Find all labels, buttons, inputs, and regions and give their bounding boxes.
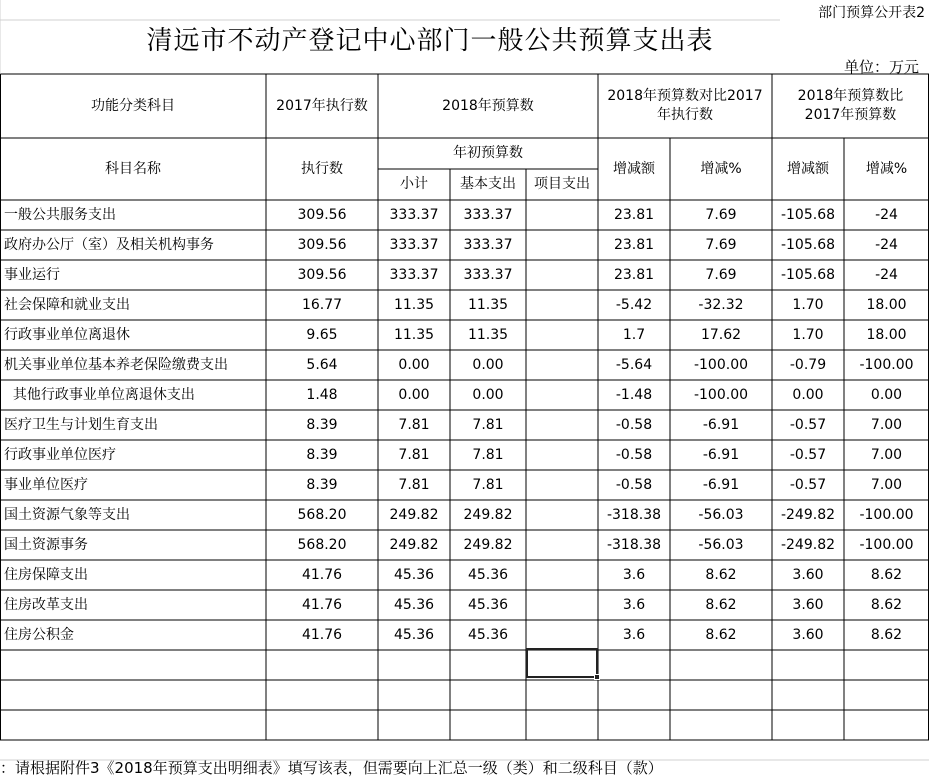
cell-subject-name[interactable]: 住房保障支出 <box>4 566 88 583</box>
cell-subject-name[interactable]: 医疗卫生与计划生育支出 <box>4 416 158 433</box>
cell-change-pct-a[interactable]: 17.62 <box>700 326 742 343</box>
cell-change-amt-a[interactable]: 1.7 <box>622 326 646 343</box>
cell-change-amt-b[interactable]: -0.57 <box>789 416 827 433</box>
cell-subtotal[interactable]: 333.37 <box>389 236 439 253</box>
cell-subject-name[interactable]: 一般公共服务支出 <box>4 206 116 223</box>
header-cmp-exec[interactable] <box>598 74 772 138</box>
cell-project[interactable] <box>526 200 598 230</box>
cell-change-amt-b[interactable]: 3.60 <box>792 596 824 613</box>
header-subject-name[interactable]: 科目名称 <box>105 160 161 177</box>
cell-project[interactable] <box>526 290 598 320</box>
cell-subject-name[interactable]: 行政事业单位离退休 <box>4 326 130 343</box>
cell-subject-name[interactable]: 国土资源事务 <box>4 536 88 553</box>
header-exec-amount[interactable]: 执行数 <box>301 160 343 177</box>
cell-exec[interactable]: 41.76 <box>301 596 343 613</box>
header-exec-2017[interactable]: 2017年执行数 <box>276 97 368 114</box>
cell-change-pct-b[interactable]: 7.00 <box>870 476 903 493</box>
cell-basic[interactable]: 45.36 <box>467 626 509 643</box>
cell-exec[interactable]: 41.76 <box>301 626 343 643</box>
cell-exec[interactable]: 41.76 <box>301 566 343 583</box>
header-change-amt-a[interactable]: 增减额 <box>613 160 655 177</box>
cell-change-pct-b[interactable]: 18.00 <box>866 326 907 343</box>
footnote: ：请根据附件3《2018年预算支出明细表》填写该表，但需要向上汇总一级（类）和二级科目（款） <box>0 759 663 777</box>
cell-subtotal[interactable]: 45.36 <box>393 566 435 583</box>
cell-subtotal[interactable]: 249.82 <box>389 536 439 553</box>
cell-change-pct-a[interactable]: 8.62 <box>705 626 737 643</box>
cell-exec[interactable]: 16.77 <box>301 296 343 313</box>
page-title: 清远市不动产登记中心部门一般公共预算支出表 <box>146 26 714 56</box>
cell-project[interactable] <box>526 620 598 650</box>
cell-subtotal[interactable]: 45.36 <box>393 626 435 643</box>
cell-change-pct-a[interactable]: 7.69 <box>705 206 737 223</box>
cell-exec[interactable]: 8.39 <box>306 476 338 493</box>
cell-change-pct-a[interactable]: 8.62 <box>705 596 737 613</box>
cell-project[interactable] <box>526 260 598 290</box>
cell-basic[interactable]: 0.00 <box>472 356 504 373</box>
cell-subtotal[interactable]: 0.00 <box>398 386 430 403</box>
cell-change-amt-b[interactable]: 1.70 <box>792 296 824 313</box>
cell-change-amt-b[interactable]: -0.79 <box>789 356 827 373</box>
cell-change-pct-a[interactable]: -56.03 <box>698 506 744 523</box>
cell-basic[interactable]: 249.82 <box>463 506 513 523</box>
cell-subtotal[interactable]: 11.35 <box>393 326 435 343</box>
cell-change-pct-b[interactable]: -24 <box>875 206 898 223</box>
cell-change-pct-a[interactable]: 7.69 <box>705 266 737 283</box>
cell-exec[interactable]: 9.65 <box>306 326 338 343</box>
cell-change-amt-a[interactable]: -318.38 <box>606 506 662 523</box>
cell-basic[interactable]: 333.37 <box>463 206 513 223</box>
cell-change-pct-b[interactable]: 18.00 <box>866 296 907 313</box>
cell-basic[interactable]: 7.81 <box>472 446 504 463</box>
cell-change-pct-b[interactable]: -100.00 <box>859 536 914 553</box>
header-cmp-budget-line1: 2018年预算数比 <box>797 88 904 104</box>
cell-change-amt-b[interactable]: -0.57 <box>789 446 827 463</box>
cell-change-pct-b[interactable]: 0.00 <box>870 386 903 403</box>
cell-change-pct-a[interactable]: 8.62 <box>705 566 737 583</box>
cell-subtotal[interactable]: 7.81 <box>398 416 430 433</box>
cell-exec[interactable]: 568.20 <box>297 536 347 553</box>
cell-exec[interactable]: 568.20 <box>297 506 347 523</box>
cell-subject-name[interactable]: 住房改革支出 <box>4 596 88 613</box>
header-subtotal[interactable]: 小计 <box>400 176 428 192</box>
cell-change-amt-b[interactable]: -105.68 <box>780 236 836 253</box>
cell-subject-name[interactable]: 行政事业单位医疗 <box>4 446 116 463</box>
cell-subject-name[interactable]: 社会保障和就业支出 <box>4 296 130 313</box>
cell-change-amt-b[interactable]: -105.68 <box>780 266 836 283</box>
header-change-pct-b[interactable]: 增减% <box>865 160 908 177</box>
cell-basic[interactable]: 45.36 <box>467 566 509 583</box>
cell-change-amt-a[interactable]: -1.48 <box>615 386 653 403</box>
cell-basic[interactable]: 7.81 <box>472 416 504 433</box>
cell-project[interactable] <box>526 350 598 380</box>
cell-project[interactable] <box>526 500 598 530</box>
cell-subtotal[interactable]: 45.36 <box>393 596 435 613</box>
cell-subject-name[interactable]: 事业单位医疗 <box>4 476 88 493</box>
cell-change-pct-b[interactable]: -24 <box>875 266 898 283</box>
header-initial-budget[interactable]: 年初预算数 <box>453 145 523 161</box>
cell-basic[interactable]: 11.35 <box>467 326 509 343</box>
cell-change-pct-a[interactable]: 7.69 <box>705 236 737 253</box>
cell-subtotal[interactable]: 7.81 <box>398 446 430 463</box>
cell-change-amt-a[interactable]: -0.58 <box>615 446 653 463</box>
cell-exec[interactable]: 8.39 <box>306 416 338 433</box>
cell-change-amt-a[interactable]: 3.6 <box>622 596 646 613</box>
header-cmp-exec-line1: 2018年预算数对比2017 <box>607 88 763 104</box>
cell-change-amt-b[interactable]: 3.60 <box>792 626 824 643</box>
cell-change-pct-b[interactable]: -100.00 <box>859 356 914 373</box>
cell-project[interactable] <box>526 560 598 590</box>
cell-change-amt-b[interactable]: 3.60 <box>792 566 824 583</box>
cell-change-pct-a[interactable]: -100.00 <box>693 356 749 373</box>
cell-exec[interactable]: 309.56 <box>297 266 347 283</box>
cell-subtotal[interactable]: 7.81 <box>398 476 430 493</box>
cell-change-amt-a[interactable]: -5.64 <box>615 356 653 373</box>
cell-change-pct-b[interactable]: 8.62 <box>870 596 903 613</box>
cell-change-pct-b[interactable]: 7.00 <box>870 446 903 463</box>
cell-change-amt-a[interactable]: -0.58 <box>615 416 653 433</box>
cell-exec[interactable]: 5.64 <box>306 356 338 373</box>
cell-change-pct-a[interactable]: -100.00 <box>693 386 749 403</box>
cell-change-amt-b[interactable]: -249.82 <box>780 536 836 553</box>
cell-change-pct-a[interactable]: -6.91 <box>702 476 740 493</box>
header-function-category[interactable]: 功能分类科目 <box>91 97 175 114</box>
cell-change-pct-a[interactable]: -32.32 <box>698 296 744 313</box>
form-code: 部门预算公开表2 <box>818 5 925 21</box>
cell-basic[interactable]: 333.37 <box>463 266 513 283</box>
cell-change-amt-b[interactable]: -0.57 <box>789 476 827 493</box>
cell-subtotal[interactable]: 333.37 <box>389 266 439 283</box>
cell-project[interactable] <box>526 440 598 470</box>
cell-subject-name[interactable]: 事业运行 <box>4 266 60 283</box>
cell-basic[interactable]: 11.35 <box>467 296 509 313</box>
cell-basic[interactable]: 7.81 <box>472 476 504 493</box>
cell-basic[interactable]: 333.37 <box>463 236 513 253</box>
cell-exec[interactable]: 309.56 <box>297 236 347 253</box>
cell-change-amt-b[interactable]: -105.68 <box>780 206 836 223</box>
cell-subtotal[interactable]: 11.35 <box>393 296 435 313</box>
header-basic[interactable]: 基本支出 <box>460 176 516 192</box>
header-change-pct-a[interactable]: 增减% <box>700 160 742 177</box>
cell-change-amt-a[interactable]: 23.81 <box>613 206 655 223</box>
cell-change-amt-b[interactable]: 1.70 <box>792 326 824 343</box>
cell-basic[interactable]: 0.00 <box>472 386 504 403</box>
cell-change-pct-a[interactable]: -56.03 <box>698 536 744 553</box>
header-cmp-budget-line2: 2017年预算数 <box>804 107 897 123</box>
cell-change-amt-a[interactable]: -318.38 <box>606 536 662 553</box>
header-budget-2018[interactable]: 2018年预算数 <box>442 97 534 114</box>
cell-change-amt-b[interactable]: 0.00 <box>792 386 824 403</box>
unit-label: 单位：万元 <box>843 58 919 76</box>
cell-subject-name[interactable]: 机关事业单位基本养老保险缴费支出 <box>4 356 228 373</box>
cell-change-pct-b[interactable]: 8.62 <box>870 626 903 643</box>
cell-subject-name[interactable]: 其他行政事业单位离退休支出 <box>4 386 195 403</box>
cell-project[interactable] <box>526 470 598 500</box>
selected-cell[interactable] <box>526 648 598 678</box>
cell-subject-name[interactable]: 住房公积金 <box>4 626 74 643</box>
cell-change-amt-a[interactable]: -5.42 <box>615 296 653 313</box>
cell-change-pct-b[interactable]: 8.62 <box>870 566 903 583</box>
cell-exec[interactable]: 8.39 <box>306 446 338 463</box>
cell-basic[interactable]: 45.36 <box>467 596 509 613</box>
fill-handle[interactable] <box>594 674 600 680</box>
cell-project[interactable] <box>526 530 598 560</box>
header-project[interactable]: 项目支出 <box>534 176 590 192</box>
cell-project[interactable] <box>526 380 598 410</box>
cell-project[interactable] <box>526 590 598 620</box>
header-cmp-exec-line2: 年执行数 <box>657 107 713 123</box>
cell-subtotal[interactable]: 333.37 <box>389 206 439 223</box>
cell-subject-name[interactable]: 政府办公厅（室）及相关机构事务 <box>4 236 214 253</box>
cell-change-pct-a[interactable]: -6.91 <box>702 446 740 463</box>
cell-subtotal[interactable]: 0.00 <box>398 356 430 373</box>
cell-change-amt-a[interactable]: 23.81 <box>613 266 655 283</box>
header-cmp-budget[interactable] <box>772 74 929 138</box>
cell-change-pct-a[interactable]: -6.91 <box>702 416 740 433</box>
cell-change-pct-b[interactable]: -24 <box>875 236 898 253</box>
cell-exec[interactable]: 1.48 <box>306 386 338 403</box>
cell-change-amt-a[interactable]: 23.81 <box>613 236 655 253</box>
cell-change-amt-a[interactable]: 3.6 <box>622 626 646 643</box>
cell-project[interactable] <box>526 410 598 440</box>
cell-change-amt-a[interactable]: -0.58 <box>615 476 653 493</box>
cell-project[interactable] <box>526 230 598 260</box>
cell-basic[interactable]: 249.82 <box>463 536 513 553</box>
cell-change-pct-b[interactable]: -100.00 <box>859 506 914 523</box>
cell-change-amt-b[interactable]: -249.82 <box>780 506 836 523</box>
cell-project[interactable] <box>526 320 598 350</box>
header-change-amt-b[interactable]: 增减额 <box>787 160 829 177</box>
cell-change-amt-a[interactable]: 3.6 <box>622 566 646 583</box>
cell-subtotal[interactable]: 249.82 <box>389 506 439 523</box>
cell-subject-name[interactable]: 国土资源气象等支出 <box>4 506 130 523</box>
cell-change-pct-b[interactable]: 7.00 <box>870 416 903 433</box>
cell-exec[interactable]: 309.56 <box>297 206 347 223</box>
